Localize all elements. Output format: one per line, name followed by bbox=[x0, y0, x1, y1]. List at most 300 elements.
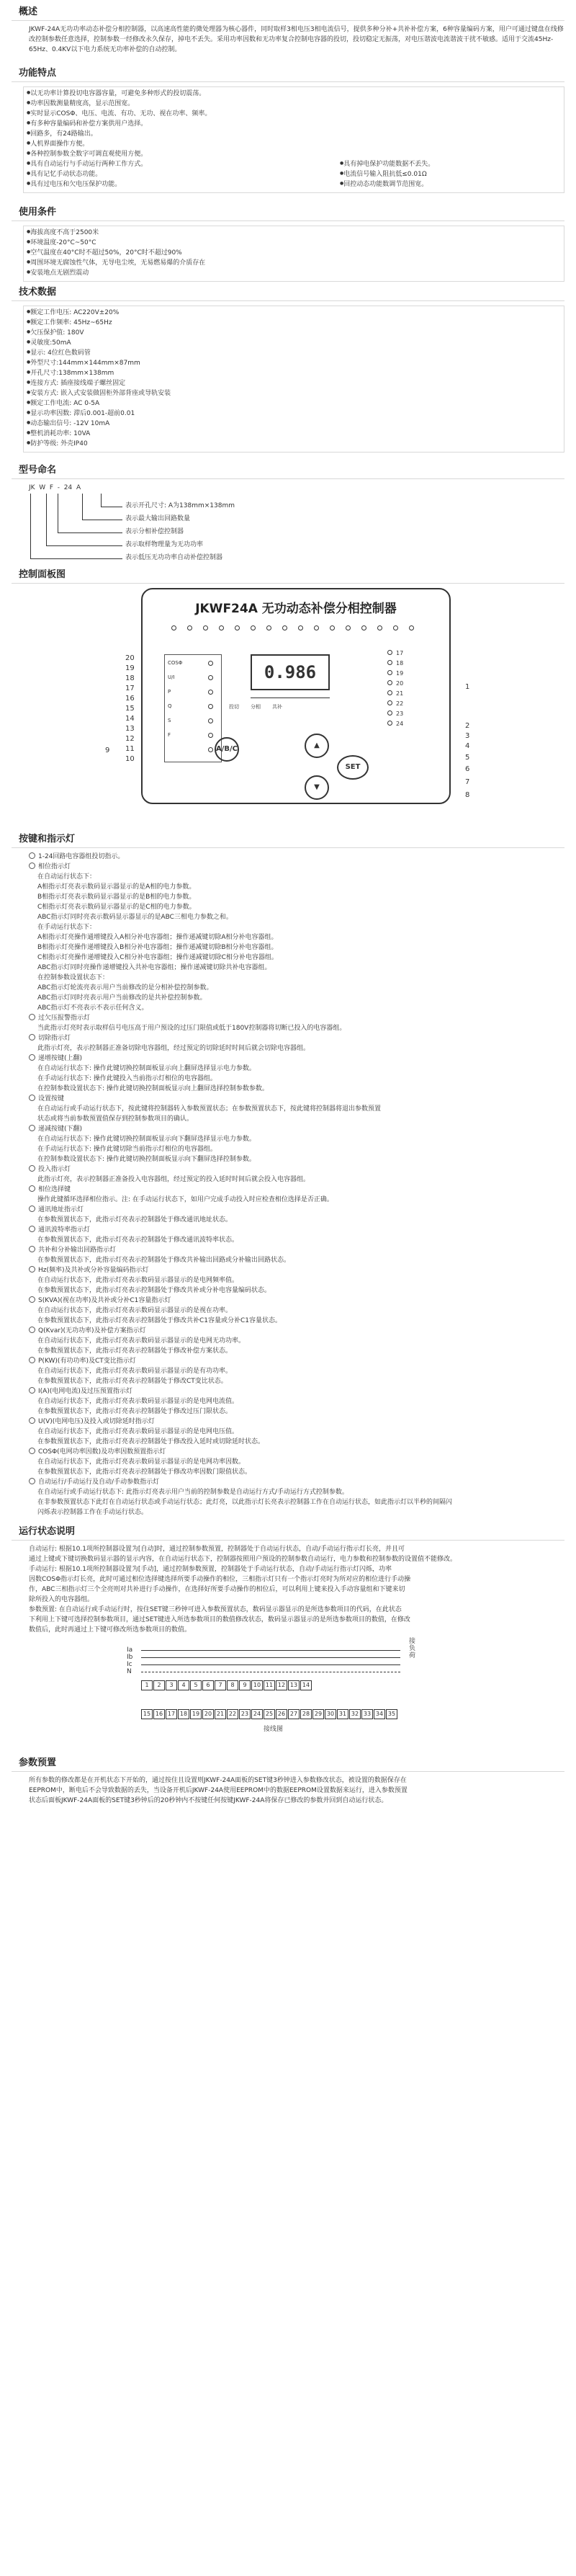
key-description-line: 通讯地址指示灯 bbox=[29, 1205, 564, 1216]
load-label: 接负荷 bbox=[409, 1638, 416, 1659]
key-description-line: ABC指示灯同时亮表示用户当前修改的是共补偿控制参数。 bbox=[37, 994, 207, 1002]
callout-number: 8 bbox=[465, 791, 470, 799]
item-marker bbox=[29, 1054, 35, 1061]
led-label: 17 bbox=[396, 650, 404, 656]
divider bbox=[12, 583, 564, 584]
spec-item: ● 开孔尺寸:138mm×138mm bbox=[27, 369, 561, 379]
feature-row bbox=[27, 130, 561, 140]
terminal: 25 bbox=[264, 1709, 275, 1719]
phase-label: N bbox=[127, 1668, 132, 1675]
item-marker bbox=[29, 1266, 35, 1273]
status-description-line: 参数预置: 在自动运行或手动运行时，按住SET键三秒钟可进入参数预置状态，数码显示器显示的是所选参数项目的代码，在此状态 bbox=[29, 1606, 402, 1613]
key-description-line: 在自动运行状态下，此指示灯亮表示数码显示器显示的是电网无功功率。 bbox=[37, 1337, 246, 1345]
status-description-line: 因数COSΦ指示灯长亮，此时可通过相位选择键选择所要手动操作的相位，三相指示灯只有一个指示灯亮时为所对应的相位进行手动操 bbox=[29, 1576, 411, 1583]
section-title: 技术数据 bbox=[19, 287, 57, 298]
callout-number: 14 bbox=[125, 715, 135, 723]
led-indicator bbox=[314, 625, 319, 630]
key-description-line: 设置按键 bbox=[29, 1095, 564, 1105]
spec-item: ● 显示功率因数: 滞后0.001-超前0.01 bbox=[27, 409, 561, 419]
terminal: 16 bbox=[153, 1709, 165, 1719]
feature-row bbox=[27, 99, 561, 110]
led-indicator bbox=[208, 675, 213, 680]
key-description-line: 1-24回路电容器组投切指示。 bbox=[29, 852, 564, 863]
key-description-line: 通讯波特率指示灯 bbox=[29, 1226, 564, 1236]
spec-item: ● 欠压保护值: 180V bbox=[27, 329, 561, 339]
feature-row bbox=[27, 140, 561, 150]
callout-number: 3 bbox=[465, 732, 470, 740]
feature-row bbox=[27, 170, 561, 180]
spec-item: ● 外型尺寸:144mm×144mm×87mm bbox=[27, 359, 561, 369]
led-indicator bbox=[208, 733, 213, 738]
item-marker bbox=[29, 1417, 35, 1424]
small-label: 分相 bbox=[251, 704, 261, 710]
down-button[interactable]: ▼ bbox=[305, 775, 329, 800]
key-description-line: 在自动运行或手动运行状态下: 此指示灯亮表示用户当前的控制参数是自动运行方式/手动运行方式控制参数。 bbox=[37, 1489, 348, 1496]
small-label: 投切 bbox=[229, 704, 239, 710]
terminal: 20 bbox=[202, 1709, 214, 1719]
item-marker bbox=[29, 1125, 35, 1131]
divider bbox=[12, 81, 564, 82]
led-label: 24 bbox=[396, 721, 404, 727]
key-description-line: C相指示灯亮操作递增键投入C相分补电容器组；操作递减键切除C相分补电容器组。 bbox=[37, 954, 278, 961]
key-description-line: Hz(频率)及共补或分补容量编码指示灯 bbox=[29, 1266, 564, 1276]
key-description-line: 在控制参数设置状态下: 操作此键切换控制面板显示向上翻屏选择控制参数参数。 bbox=[37, 1085, 269, 1092]
feature-row bbox=[27, 160, 561, 170]
led-label: 20 bbox=[396, 680, 404, 687]
leader-line bbox=[101, 494, 102, 507]
section-params bbox=[12, 1757, 564, 1806]
spec-item: ● 显示: 4位红色数码管 bbox=[27, 349, 561, 359]
led-indicator bbox=[219, 625, 224, 630]
section-overview bbox=[12, 6, 564, 51]
model-diagram bbox=[29, 483, 564, 564]
feature-row bbox=[27, 89, 561, 99]
led-indicator bbox=[377, 625, 382, 630]
key-description-line: 相位选择键 bbox=[29, 1185, 564, 1195]
key-description-line: 在自动运行状态下: 操作此键切换控制面板显示向下翻屏选择显示电力参数。 bbox=[37, 1136, 256, 1143]
feature-item: ● 功率因数测量精度高，显示范围宽。 bbox=[27, 100, 134, 107]
section-specs bbox=[12, 286, 564, 453]
phase-label: Ia bbox=[127, 1646, 133, 1654]
terminal: 34 bbox=[374, 1709, 385, 1719]
divider bbox=[251, 698, 330, 703]
led-indicator bbox=[203, 625, 208, 630]
status-description-line: 自动运行: 根据10.1项所控制器设置为[自动]时，通过控制参数预置，控制器处于自动运行状态，自动/手动运行指示灯长亮，并且可 bbox=[29, 1546, 405, 1553]
section-title: 功能特点 bbox=[19, 68, 57, 79]
led-indicator bbox=[393, 625, 398, 630]
callout-number: 18 bbox=[125, 674, 135, 682]
section-keys bbox=[12, 833, 564, 1518]
led-indicator bbox=[330, 625, 335, 630]
callout-number: 10 bbox=[125, 755, 135, 763]
key-description-line: S(KVA)(视在功率)及共补或分补C1容量指示灯 bbox=[29, 1296, 564, 1306]
device-title: JKWF24A 无功动态补偿分相控制器 bbox=[195, 602, 397, 616]
item-marker bbox=[29, 1226, 35, 1232]
terminal: 18 bbox=[178, 1709, 189, 1719]
led-indicator bbox=[171, 625, 176, 630]
leader-line bbox=[58, 532, 122, 533]
key-description-line: COSΦ(电网功率因数)及功率因数预置指示灯 bbox=[29, 1448, 564, 1458]
item-marker bbox=[29, 1478, 35, 1484]
divider bbox=[12, 1771, 564, 1772]
model-desc: 表示低压无功功率自动补偿控制器 bbox=[125, 554, 223, 561]
key-description-line: 在自动运行状态下： bbox=[37, 873, 96, 881]
section-model bbox=[12, 464, 564, 564]
key-description-line: 当此指示灯亮时表示取样信号电压高于用户预设的过压门限值或低于180V控制器将切断已投入的电容器组。 bbox=[37, 1025, 346, 1032]
callout-number: 19 bbox=[125, 664, 135, 672]
callout-number: 13 bbox=[125, 725, 135, 733]
section-title: 运行状态说明 bbox=[19, 1526, 76, 1537]
callout-number: 12 bbox=[125, 735, 135, 743]
feature-item: ● 回控动态功能数调节范围宽。 bbox=[340, 180, 428, 190]
key-description-line: 在参数预置状态下，此指示灯亮表示控制器处于修改过压门限状态。 bbox=[37, 1408, 233, 1415]
feature-row bbox=[27, 110, 561, 120]
led-indicator bbox=[235, 625, 240, 630]
terminal: 19 bbox=[190, 1709, 202, 1719]
key-description-line: B相指示灯亮表示数码显示器显示的是B相的电力参数。 bbox=[37, 893, 196, 901]
terminal: 8 bbox=[227, 1680, 238, 1690]
item-marker bbox=[29, 1034, 35, 1040]
terminal: 21 bbox=[215, 1709, 226, 1719]
key-description-line: 切除指示灯 bbox=[29, 1034, 564, 1044]
item-marker bbox=[29, 1327, 35, 1333]
leader-line bbox=[82, 494, 83, 520]
key-description-line: 此指示灯亮，表示控制器正准备投入电容器组，经过预定的投入延时时间后就会投入电容器组。 bbox=[37, 1176, 310, 1183]
key-description-line: 在参数预置状态下，此指示灯亮表示控制器处于修改通讯地址状态。 bbox=[37, 1216, 233, 1224]
led-label: 22 bbox=[396, 700, 404, 707]
key-description-line: ABC指示灯同时亮表示数码显示器显示的是ABC三相电力参数之和。 bbox=[37, 914, 233, 921]
terminal: 30 bbox=[325, 1709, 336, 1719]
spec-item: ● 整机消耗功率: 10VA bbox=[27, 429, 561, 440]
section-title: 型号命名 bbox=[19, 465, 57, 476]
key-description-line: 在自动运行状态下，此指示灯亮表示数码显示器显示的是电网频率值。 bbox=[37, 1277, 239, 1284]
terminal: 32 bbox=[349, 1709, 361, 1719]
spec-item: ● 灵敏度:50mA bbox=[27, 339, 561, 349]
leader-line bbox=[46, 545, 122, 546]
terminal: 15 bbox=[141, 1709, 153, 1719]
model-desc: 表示取样物理量为无功功率 bbox=[125, 541, 204, 548]
key-description-line: 在自动运行状态下，此指示灯亮表示数码显示器显示的是电网电流值。 bbox=[37, 1398, 239, 1405]
feature-item: ● 具有掉电保护功能数据不丢失。 bbox=[340, 160, 434, 170]
spec-item: ● 安装方式: 嵌入式安装做固柜外部背座或导轨安装 bbox=[27, 389, 561, 399]
feature-item: ● 具有自动运行与手动运行两种工作方式。 bbox=[27, 161, 147, 168]
terminal: 29 bbox=[312, 1709, 324, 1719]
up-button[interactable]: ▲ bbox=[305, 734, 329, 758]
condition-item: ● 周围环境无腐蚀性气体，无导电尘埃，无易燃易爆的介质存在 bbox=[27, 259, 561, 269]
feature-item: ● 具有记忆手动状态功能。 bbox=[27, 171, 102, 178]
item-marker bbox=[29, 1448, 35, 1454]
led-indicator bbox=[387, 690, 392, 695]
led-indicator bbox=[361, 625, 366, 630]
feature-item: ● 有多种容量编码和补偿方案供用户选择。 bbox=[27, 120, 147, 128]
led-indicator bbox=[387, 650, 392, 655]
lcd-display: 0.986 bbox=[251, 654, 330, 690]
key-description-line: 在非参数预置状态下此灯在自动运行状态或手动运行状态；此灯亮，以此指示灯长亮表示控制器工作在自动运行状态，如此指示灯以半秒的间隔闪 bbox=[37, 1499, 453, 1506]
model-code: JK W F - 24 A bbox=[29, 484, 81, 491]
terminal: 28 bbox=[300, 1709, 312, 1719]
item-marker bbox=[29, 1296, 35, 1303]
terminal: 33 bbox=[361, 1709, 373, 1719]
item-marker bbox=[29, 1357, 35, 1363]
indicator-label: P bbox=[168, 689, 171, 695]
key-description-line: 在控制参数设置状态下: 操作此键切换控制面板显示向下翻屏选择控制参数。 bbox=[37, 1156, 256, 1163]
section-conditions bbox=[12, 206, 564, 282]
feature-item: ● 具有过电压和欠电压保护功能。 bbox=[27, 181, 121, 188]
led-indicator bbox=[387, 680, 392, 685]
key-description-line: 投入指示灯 bbox=[29, 1165, 564, 1175]
terminal: 4 bbox=[178, 1680, 189, 1690]
leader-line bbox=[46, 494, 47, 545]
status-description-line: 下利用上下键可选择控制参数项目，通过SET键进入所选参数项目的数值修改状态，数码显示器显示的是所选参数项目的数值，在修改 bbox=[29, 1616, 410, 1623]
params-description-line: 状态后面板JKWF-24A面板的SET键3秒钟后的20秒钟内不按键任何按键JKWF-24A将保存已修改的参数并回到自动运行状态。 bbox=[29, 1797, 388, 1804]
key-description-line: 在参数预置状态下，此指示灯亮表示控制器处于修改共补或分补电容量编码状态。 bbox=[37, 1287, 271, 1294]
status-description-line: 数值后，此时再通过上下键可修改所选参数项目的数值。 bbox=[29, 1626, 192, 1634]
key-description-line: 状态或将当前参数预置值保存到控制参数项目的确认。 bbox=[37, 1115, 194, 1123]
key-description-line: U(V)(电网电压)及投入或切除延时指示灯 bbox=[29, 1417, 564, 1427]
leader-line bbox=[30, 494, 31, 558]
section-title: 使用条件 bbox=[19, 207, 57, 218]
params-description-line: 所有参数的修改都是在开机状态下开始的，通过按住且设置则JKWF-24A面板的SET键3秒钟进入参数修改状态，被设置的数据保存在 bbox=[29, 1777, 407, 1784]
divider bbox=[12, 220, 564, 221]
key-description-line: B相指示灯亮操作递增键投入B相分补电容器组；操作递减键切除B相分补电容器组。 bbox=[37, 944, 278, 951]
key-description-line: ABC指示灯同时亮操作递增键投入共补电容器组；操作递减键切除共补电容器组。 bbox=[37, 964, 271, 971]
terminal: 9 bbox=[239, 1680, 251, 1690]
section-features bbox=[12, 67, 564, 193]
callout-number: 15 bbox=[125, 705, 135, 713]
terminal: 11 bbox=[264, 1680, 275, 1690]
model-desc: 表示开孔尺寸: A为138mm×138mm bbox=[125, 502, 235, 509]
key-description-line: 在参数预置状态下，此指示灯亮表示控制器处于修改通讯波特率状态。 bbox=[37, 1236, 239, 1244]
led-label: 18 bbox=[396, 660, 404, 667]
divider bbox=[12, 20, 564, 21]
key-description-line: 操作此键循环选择相位指示。注: 在手动运行状态下，如用户完成手动投入时应检查相位选择是否正确。 bbox=[37, 1196, 333, 1203]
condition-item: ● 海拔高度不高于2500米 bbox=[27, 228, 561, 239]
feature-item: ● 实时显示COSΦ、电压、电流、有功、无功、视在功率、频率。 bbox=[27, 110, 211, 117]
key-description-line: A相指示灯亮操作通增键投入A相分补电容器组；操作递减键切除A相分补电容器组。 bbox=[37, 934, 278, 941]
callout-number: 9 bbox=[105, 746, 110, 754]
led-indicator bbox=[208, 690, 213, 695]
callout-number: 20 bbox=[125, 654, 135, 662]
specs-box bbox=[23, 306, 564, 453]
key-description-line: 在手动运行状态下： bbox=[37, 924, 96, 931]
feature-item: ● 人机界面操作方便。 bbox=[27, 141, 89, 148]
indicator-label: U/I bbox=[168, 674, 175, 680]
wiring-diagram bbox=[127, 1636, 564, 1737]
key-description-line: 在自动运行或手动运行状态下，按此键将控制器转入参数预置状态；在参数预置状态下，按此键将控制器将退出参数预置 bbox=[37, 1105, 382, 1113]
led-indicator bbox=[387, 670, 392, 675]
bus-line bbox=[141, 1664, 400, 1665]
led-indicator bbox=[409, 625, 414, 630]
led-indicator bbox=[208, 704, 213, 709]
left-indicators bbox=[164, 654, 222, 762]
callout-number: 6 bbox=[465, 765, 470, 773]
divider bbox=[12, 478, 564, 479]
model-desc: 表示分相补偿控制器 bbox=[125, 528, 184, 535]
item-marker bbox=[29, 1205, 35, 1212]
terminal: 3 bbox=[166, 1680, 177, 1690]
terminal: 10 bbox=[251, 1680, 263, 1690]
small-label: 共补 bbox=[272, 704, 282, 710]
condition-item: ● 空气温度在40°C时不超过50%，20°C时不超过90% bbox=[27, 249, 561, 259]
key-description-line: 共补和分补输出回路指示灯 bbox=[29, 1246, 564, 1256]
key-description-line: 在参数预置状态下，此指示灯亮表示控制器处于修改共补C1容量或分补C1容量状态。 bbox=[37, 1317, 282, 1324]
led-indicator bbox=[282, 625, 287, 630]
set-button[interactable]: SET bbox=[337, 755, 369, 780]
spec-item: ● 防护等级: 外壳IP40 bbox=[27, 440, 561, 450]
section-title: 概述 bbox=[19, 6, 38, 17]
key-description-line: 在控制参数设置状态下： bbox=[37, 974, 109, 981]
terminal: 26 bbox=[276, 1709, 287, 1719]
key-description-line: 相位指示灯 bbox=[29, 863, 564, 873]
indicator-label: F bbox=[168, 732, 171, 738]
terminal: 14 bbox=[300, 1680, 312, 1690]
key-description-line: 在自动运行状态下，此指示灯亮表示数码显示器显示的是视在功率。 bbox=[37, 1307, 233, 1314]
terminal: 12 bbox=[276, 1680, 287, 1690]
feature-item: ● 以无功率计算投切电容器容量，可避免多种形式的投切震荡。 bbox=[27, 90, 205, 97]
item-marker bbox=[29, 1014, 35, 1020]
led-label: 23 bbox=[396, 710, 404, 717]
key-description-line: 在自动运行状态下: 操作此键切换控制面板显示向上翻屏选择显示电力参数。 bbox=[37, 1065, 256, 1072]
phase-label: Ib bbox=[127, 1654, 133, 1661]
status-description-line: 通过上键或下键切换数码显示器的显示内容，在自动运行状态下，控制器按照用户预设的控制参数自动运行，电力参数和控制参数的设置值不能修改。 bbox=[29, 1556, 457, 1563]
terminal: 2 bbox=[153, 1680, 165, 1690]
features-box bbox=[23, 86, 564, 193]
led-indicator bbox=[387, 700, 392, 705]
key-description-line: 此指示灯亮，表示控制器正准备切除电容器组，经过预定的切除延时时间后就会切除电容器组。 bbox=[37, 1045, 310, 1052]
feature-row bbox=[27, 180, 561, 190]
indicator-label: COSΦ bbox=[168, 660, 183, 666]
terminal: 31 bbox=[337, 1709, 348, 1719]
key-description-line: 自动运行/手动运行及自动/手动参数指示灯 bbox=[29, 1478, 564, 1488]
key-description-line: A相指示灯亮表示数码显示器显示的是A相的电力参数。 bbox=[37, 883, 196, 891]
phase-label: Ic bbox=[127, 1661, 132, 1668]
callout-number: 7 bbox=[465, 778, 470, 786]
callout-number: 4 bbox=[465, 742, 470, 750]
terminal: 35 bbox=[386, 1709, 397, 1719]
spec-item: ● 额定工作电压: AC220V±20% bbox=[27, 308, 561, 318]
led-indicator bbox=[387, 660, 392, 665]
led-row-top bbox=[171, 625, 423, 633]
section-panel bbox=[12, 569, 564, 833]
key-description-line: 在自动运行状态下，此指示灯亮表示数码显示器显示的是有功功率。 bbox=[37, 1368, 233, 1375]
spec-item: ● 连接方式: 插座接线端子螺丝固定 bbox=[27, 379, 561, 389]
divider bbox=[12, 847, 564, 848]
callout-number: 5 bbox=[465, 754, 470, 762]
feature-item: ● 电流信号输入阻抗低≤0.01Ω bbox=[340, 170, 427, 180]
item-marker bbox=[29, 863, 35, 869]
terminal: 22 bbox=[227, 1709, 238, 1719]
condition-item: ● 安装地点无剧烈震动 bbox=[27, 269, 561, 279]
led-indicator bbox=[208, 747, 213, 752]
key-description-line: C相指示灯亮表示数码显示器显示的是C相的电力参数。 bbox=[37, 904, 196, 911]
key-description-line: ABC指示灯轮流亮表示用户当前修改的是分相补偿控制参数。 bbox=[37, 984, 213, 991]
spec-item: ● 额定工作频率: 45Hz~65Hz bbox=[27, 318, 561, 329]
panel-diagram bbox=[84, 588, 564, 833]
terminal: 23 bbox=[239, 1709, 251, 1719]
key-description-line: 在手动运行状态下: 操作此键投入当前指示灯相位的电容器组。 bbox=[37, 1075, 217, 1082]
terminal: 7 bbox=[215, 1680, 226, 1690]
feature-item: ● 回路多，有24路输出。 bbox=[27, 130, 97, 138]
section-title: 按键和指示灯 bbox=[19, 834, 76, 844]
item-marker bbox=[29, 1387, 35, 1394]
terminal: 5 bbox=[190, 1680, 202, 1690]
device-panel bbox=[141, 588, 451, 804]
section-status bbox=[12, 1525, 564, 1636]
params-list bbox=[29, 1776, 564, 1806]
divider bbox=[12, 300, 564, 301]
item-marker bbox=[29, 852, 35, 859]
phase-select-button[interactable]: A/B/C bbox=[215, 737, 239, 762]
terminal: 24 bbox=[251, 1709, 263, 1719]
feature-row bbox=[27, 150, 561, 160]
key-description-line: 在参数预置状态下，此指示灯亮表示控制器处于修改补偿方案状态。 bbox=[37, 1347, 233, 1355]
callout-number: 16 bbox=[125, 695, 135, 703]
overview-text: JKWF-24A无功功率动态补偿分相控制器，以高速高性能的微处理器为核心器件，同时取样3相电压3相电流信号，提供多种分补+共补补偿方案，6种容量编码方案，用户可通过键盘在线修改控制参数任意选择，控制参数一经修改永久保存，掉电不丢失。采用功率因数和无功率复合控制电容器的投切，投切稳定无振荡，对电压谐波电流谐波干扰不敏感。适用于交流45Hz-65Hz、0.4KV以下电力系统无功率补偿的自动控制。 bbox=[29, 26, 564, 53]
model-desc: 表示最大输出回路数量 bbox=[125, 515, 191, 522]
condition-item: ● 环境温度-20°C~50°C bbox=[27, 239, 561, 249]
led-indicator bbox=[208, 661, 213, 666]
terminal: 6 bbox=[202, 1680, 214, 1690]
indicator-label: Q bbox=[168, 703, 172, 709]
key-description-line: Q(Kvar)(无功功率)及补偿方案指示灯 bbox=[29, 1327, 564, 1337]
callout-number: 11 bbox=[125, 745, 135, 753]
wiring-caption: 接线图 bbox=[264, 1726, 284, 1733]
led-indicator bbox=[346, 625, 351, 630]
key-description-line: 递增按键(上翻) bbox=[29, 1054, 564, 1064]
terminal: 17 bbox=[166, 1709, 177, 1719]
spec-item: ● 额定工作电流: AC 0-5A bbox=[27, 399, 561, 409]
right-indicators bbox=[387, 650, 431, 729]
key-description-line: 在手动运行状态下: 操作此键切除当前指示灯相位的电容器组。 bbox=[37, 1146, 217, 1153]
led-indicator bbox=[387, 721, 392, 726]
terminal: 27 bbox=[288, 1709, 300, 1719]
status-description-line: 手动运行: 根据10.1项所控制器设置为[手动]，通过控制参数预置，控制器处于手动运行状态，自动/手动运行指示灯闪烁，功率 bbox=[29, 1566, 392, 1573]
led-indicator bbox=[251, 625, 256, 630]
indicator-label: S bbox=[168, 718, 171, 723]
bus-line bbox=[141, 1650, 400, 1651]
led-indicator bbox=[298, 625, 303, 630]
callout-number: 1 bbox=[465, 683, 470, 691]
led-label: 21 bbox=[396, 690, 404, 697]
led-indicator bbox=[208, 718, 213, 723]
keys-list bbox=[29, 852, 564, 1518]
status-list bbox=[29, 1545, 564, 1636]
key-description-line: 在参数预置状态下，此指示灯亮表示控制器处于修改共补输出回路或分补输出回路状态。 bbox=[37, 1257, 291, 1264]
key-description-line: I(A)(电网电流)及过压预置指示灯 bbox=[29, 1387, 564, 1397]
spec-item: ● 动态输出信号: -12V 10mA bbox=[27, 419, 561, 429]
section-title: 控制面板图 bbox=[19, 569, 66, 580]
terminal: 13 bbox=[288, 1680, 300, 1690]
led-indicator bbox=[266, 625, 271, 630]
status-description-line: 除所投入的电容器组。 bbox=[29, 1596, 94, 1603]
led-label: 19 bbox=[396, 670, 404, 677]
leader-line bbox=[30, 558, 122, 559]
key-description-line: 闪烁表示控制器工作在手动运行状态。 bbox=[37, 1509, 148, 1516]
item-marker bbox=[29, 1165, 35, 1172]
item-marker bbox=[29, 1185, 35, 1192]
key-description-line: 在自动运行状态下，此指示灯亮表示数码显示器显示的是电网功率因数。 bbox=[37, 1458, 246, 1466]
bus-line bbox=[141, 1657, 400, 1658]
key-description-line: 递减按键(下翻) bbox=[29, 1125, 564, 1135]
params-description-line: EEPROM中，断电后不会导致数据的丢失，当设备开机后JKWF-24A使用EEPROM中的数据EEPROM设置数据来运行，进入参数预置 bbox=[29, 1787, 408, 1794]
key-description-line: 在自动运行状态下，此指示灯亮表示数码显示器显示的是电网电压值。 bbox=[37, 1428, 239, 1435]
divider bbox=[12, 1540, 564, 1541]
led-indicator bbox=[187, 625, 192, 630]
callout-number: 2 bbox=[465, 722, 470, 730]
key-description-line: 在参数预置状态下，此指示灯亮表示控制器处于修改功率因数门限值状态。 bbox=[37, 1469, 252, 1476]
key-description-line: P(KW)(有功功率)及CT变比指示灯 bbox=[29, 1357, 564, 1367]
key-description-line: 过欠压报警指示灯 bbox=[29, 1014, 564, 1024]
